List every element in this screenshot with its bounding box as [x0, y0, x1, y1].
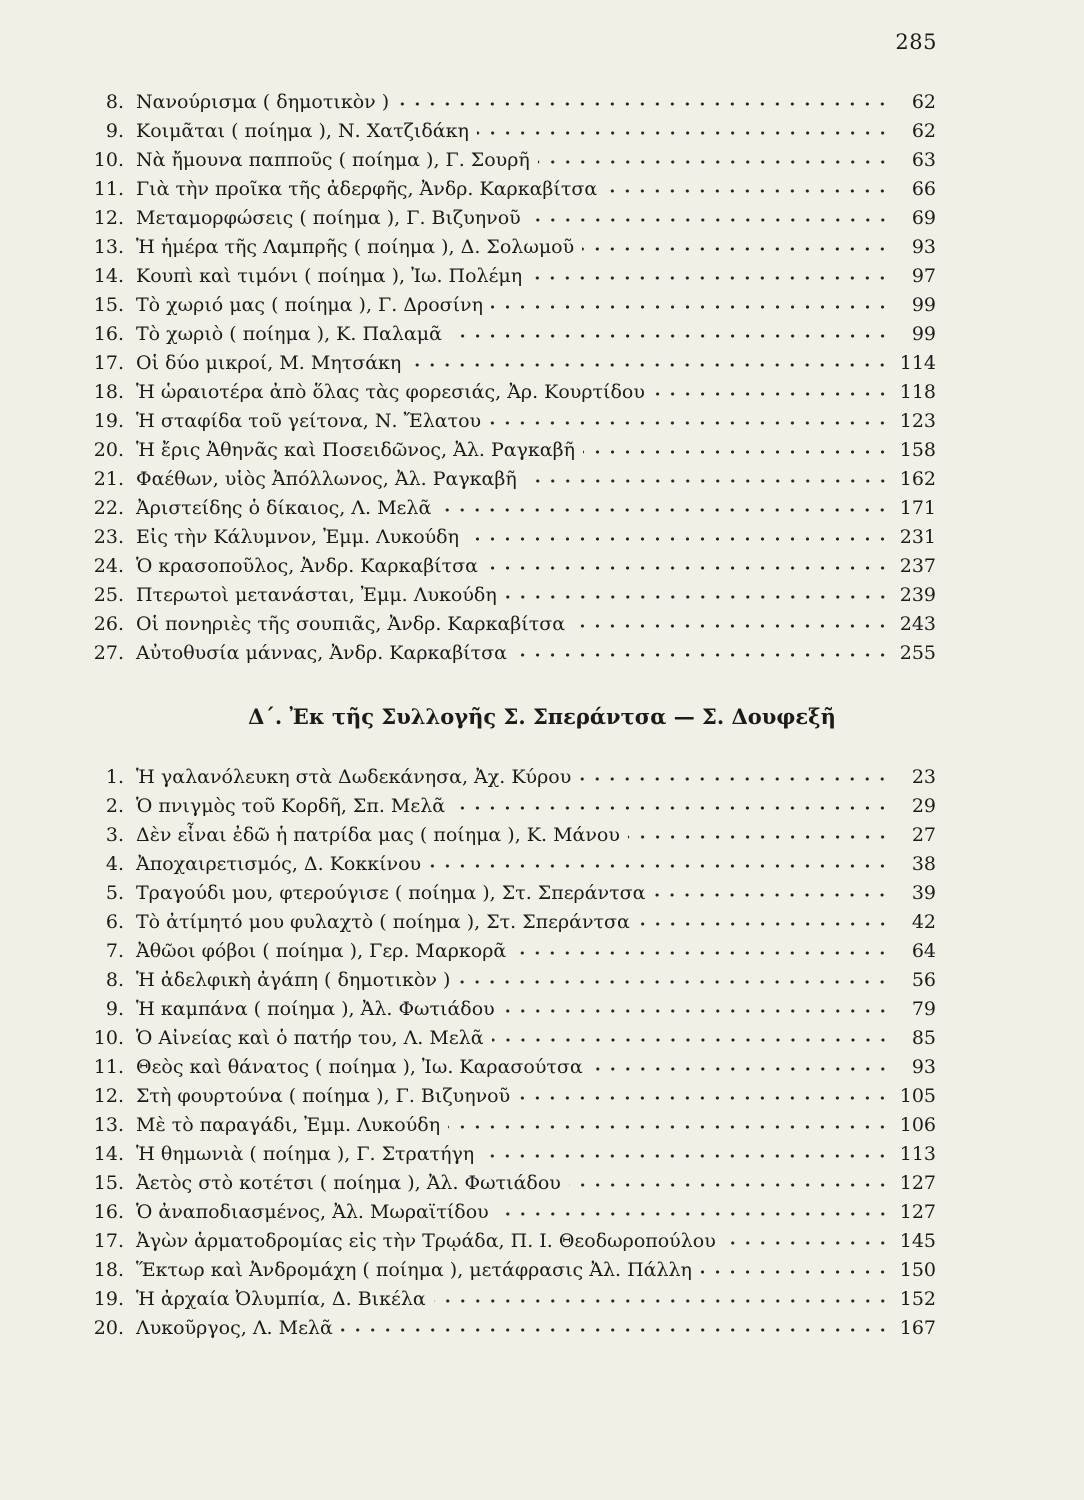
dot-leader [448, 1112, 894, 1134]
dot-leader [529, 205, 894, 227]
contents-entry [84, 579, 936, 608]
entry-page-number: 114 [899, 352, 936, 374]
contents-entry [84, 376, 936, 405]
contents-entry [84, 1109, 936, 1138]
dot-leader [582, 234, 894, 256]
contents-entry [84, 521, 936, 550]
entry-number: 12. [93, 1085, 124, 1107]
entry-page-number: 66 [911, 178, 936, 200]
contents-entry [84, 848, 936, 877]
entry-page-number: 93 [911, 236, 936, 258]
entry-title: Κουπὶ καὶ τιμόνι ( ποίημα ), Ἰω. Πολέμη [136, 265, 523, 287]
dot-leader [724, 1228, 894, 1250]
entry-page-number: 97 [911, 265, 936, 287]
dot-leader [518, 1083, 894, 1105]
entry-number: 7. [105, 940, 124, 962]
contents-entry [84, 86, 936, 115]
entry-number: 13. [93, 236, 124, 258]
contents-list-2 [84, 761, 936, 1341]
dot-leader [653, 379, 894, 401]
entry-title: Τὸ ἀτίμητό μου φυλαχτὸ ( ποίημα ), Στ. Σπεράντσα [136, 911, 630, 933]
entry-number: 6. [105, 911, 124, 933]
entry-title: Ὁ Αἰνείας καὶ ὁ πατήρ του, Λ. Μελᾶ [136, 1027, 484, 1049]
contents-entry [84, 761, 936, 790]
entry-page-number: 237 [899, 555, 936, 577]
contents-entry [84, 289, 936, 318]
entry-number: 11. [93, 178, 124, 200]
entry-number: 21. [93, 468, 124, 490]
dot-leader [525, 466, 894, 488]
contents-entry [84, 173, 936, 202]
entry-number: 5. [105, 882, 124, 904]
entry-number: 20. [93, 439, 124, 461]
entry-title: Τραγούδι μου, φτερούγισε ( ποίημα ), Στ. Σπεράντσα [136, 882, 646, 904]
entry-number: 25. [93, 584, 124, 606]
entry-number: 16. [93, 1201, 124, 1223]
entry-title: Νὰ ἤμουνα παπποῦς ( ποίημα ), Γ. Σουρῆ [136, 149, 530, 171]
entry-number: 24. [93, 555, 124, 577]
entry-number: 27. [93, 642, 124, 664]
entry-page-number: 39 [911, 882, 936, 904]
dot-leader [482, 1141, 894, 1163]
dot-leader [453, 793, 894, 815]
dot-leader [497, 1199, 894, 1221]
dot-leader [515, 640, 894, 662]
entry-number: 26. [93, 613, 124, 635]
entry-title: Μεταμορφώσεις ( ποίημα ), Γ. Βιζυηνοῦ [136, 207, 521, 229]
dot-leader [450, 321, 894, 343]
dot-leader [538, 147, 894, 169]
dot-leader [579, 764, 894, 786]
entry-title: Ἕκτωρ καὶ Ἀνδρομάχη ( ποίημα ), μετάφρασις Ἀλ. Πάλλη [136, 1259, 692, 1281]
entry-title: Φαέθων, υἱὸς Ἀπόλλωνος, Ἀλ. Ραγκαβῆ [136, 468, 517, 490]
dot-leader [505, 582, 894, 604]
entry-number: 4. [105, 853, 124, 875]
entry-page-number: 29 [911, 795, 936, 817]
dot-leader [653, 880, 894, 902]
contents-entry [84, 1312, 936, 1341]
contents-entry [84, 1283, 936, 1312]
entry-number: 13. [93, 1114, 124, 1136]
entry-page-number: 99 [911, 323, 936, 345]
entry-title: Ἡ ἀρχαία Ὀλυμπία, Δ. Βικέλα [136, 1288, 426, 1310]
contents-entry [84, 115, 936, 144]
entry-title: Ἡ ἀδελφικὴ ἀγάπη ( δημοτικὸν ) [136, 969, 451, 991]
entry-number: 9. [105, 120, 124, 142]
entry-title: Γιὰ τὴν προῖκα τῆς ἀδερφῆς, Ἀνδρ. Καρκαβίτσα [136, 178, 598, 200]
entry-title: Οἱ πονηριὲς τῆς σουπιᾶς, Ἀνδρ. Καρκαβίτσα [136, 613, 566, 635]
entry-page-number: 123 [899, 410, 936, 432]
contents-entry [84, 1138, 936, 1167]
dot-leader [700, 1257, 894, 1279]
dot-leader [638, 909, 894, 931]
entry-title: Ἀετὸς στὸ κοτέτσι ( ποίημα ), Ἀλ. Φωτιάδου [136, 1172, 561, 1194]
entry-title: Κοιμᾶται ( ποίημα ), Ν. Χατζιδάκη [136, 120, 469, 142]
entry-number: 20. [93, 1317, 124, 1339]
entry-page-number: 105 [899, 1085, 936, 1107]
section-heading: Δ΄. Ἐκ τῆς Συλλογῆς Σ. Σπεράντσα — Σ. Δουφεξῆ [248, 704, 836, 729]
entry-number: 8. [105, 91, 124, 113]
dot-leader [491, 292, 894, 314]
entry-page-number: 106 [899, 1114, 936, 1136]
entry-title: Ὁ ἀναποδιασμένος, Ἀλ. Μωραϊτίδου [136, 1201, 489, 1223]
contents-entry [84, 608, 936, 637]
dot-leader [591, 1054, 894, 1076]
entry-title: Ὁ κρασοποῦλος, Ἀνδρ. Καρκαβίτσα [136, 555, 478, 577]
entry-title: Δὲν εἶναι ἐδῶ ἡ πατρίδα μας ( ποίημα ), Κ. Μάνου [136, 824, 620, 846]
dot-leader [467, 524, 894, 546]
entry-page-number: 127 [899, 1201, 936, 1223]
entry-title: Ἡ ὡραιοτέρα ἀπὸ ὅλας τὰς φορεσιάς, Ἀρ. Κουρτίδου [136, 381, 645, 403]
entry-page-number: 162 [899, 468, 936, 490]
dot-leader [429, 851, 894, 873]
contents-entry [84, 1051, 936, 1080]
entry-number: 23. [93, 526, 124, 548]
entry-title: Αὐτοθυσία μάννας, Ἀνδρ. Καρκαβίτσα [136, 642, 507, 664]
entry-title: Λυκοῦργος, Λ. Μελᾶ [136, 1317, 333, 1339]
entry-number: 14. [93, 1143, 124, 1165]
contents-entry [84, 637, 936, 666]
entry-page-number: 118 [899, 381, 936, 403]
entry-page-number: 150 [899, 1259, 936, 1281]
entry-number: 16. [93, 323, 124, 345]
contents-entry [84, 1080, 936, 1109]
entry-number: 17. [93, 1230, 124, 1252]
entry-number: 22. [93, 497, 124, 519]
entry-title: Εἰς τὴν Κάλυμνον, Ἐμμ. Λυκούδη [136, 526, 460, 548]
entry-page-number: 93 [911, 1056, 936, 1078]
entry-page-number: 231 [899, 526, 936, 548]
contents-entry [84, 1022, 936, 1051]
entry-page-number: 38 [911, 853, 936, 875]
dot-leader [605, 176, 894, 198]
contents-entry [84, 964, 936, 993]
contents-entry [84, 260, 936, 289]
entry-number: 8. [105, 969, 124, 991]
entry-number: 19. [93, 1288, 124, 1310]
contents-entry [84, 877, 936, 906]
entry-page-number: 79 [911, 998, 936, 1020]
entry-title: Ἀριστείδης ὁ δίκαιος, Λ. Μελᾶ [136, 497, 432, 519]
dot-leader [503, 996, 894, 1018]
contents-list-1 [84, 86, 936, 666]
dot-leader [514, 938, 894, 960]
entry-page-number: 255 [899, 642, 936, 664]
entry-number: 3. [105, 824, 124, 846]
entry-page-number: 23 [911, 766, 936, 788]
entry-page-number: 152 [899, 1288, 936, 1310]
entry-page-number: 127 [899, 1172, 936, 1194]
dot-leader [397, 89, 894, 111]
entry-page-number: 56 [911, 969, 936, 991]
contents-entry [84, 1167, 936, 1196]
entry-number: 17. [93, 352, 124, 374]
contents-entry [84, 550, 936, 579]
dot-leader [341, 1315, 894, 1337]
contents-entry [84, 434, 936, 463]
entry-title: Πτερωτοὶ μετανάσται, Ἐμμ. Λυκούδη [136, 584, 497, 606]
dot-leader [477, 118, 894, 140]
entry-title: Ἀγὼν ἁρματοδρομίας εἰς τὴν Τρῳάδα, Π. Ι. Θεοδωροπούλου [136, 1230, 716, 1252]
dot-leader [492, 1025, 894, 1047]
entry-number: 14. [93, 265, 124, 287]
entry-page-number: 171 [899, 497, 936, 519]
entry-page-number: 167 [899, 1317, 936, 1339]
dot-leader [458, 967, 894, 989]
dot-leader [573, 611, 894, 633]
contents-entry [84, 819, 936, 848]
dot-leader [530, 263, 894, 285]
entry-number: 1. [105, 766, 124, 788]
entry-title: Στὴ φουρτούνα ( ποίημα ), Γ. Βιζυηνοῦ [136, 1085, 511, 1107]
contents-entry [84, 202, 936, 231]
contents-entry [84, 144, 936, 173]
entry-page-number: 63 [911, 149, 936, 171]
entry-page-number: 239 [899, 584, 936, 606]
entry-title: Ὁ πνιγμὸς τοῦ Κορδῆ, Σπ. Μελᾶ [136, 795, 446, 817]
entry-page-number: 99 [911, 294, 936, 316]
entry-title: Ἡ θημωνιὰ ( ποίημα ), Γ. Στρατήγη [136, 1143, 475, 1165]
entry-page-number: 85 [911, 1027, 936, 1049]
entry-page-number: 243 [899, 613, 936, 635]
entry-number: 12. [93, 207, 124, 229]
entry-number: 11. [93, 1056, 124, 1078]
contents-entry [84, 1196, 936, 1225]
entry-page-number: 27 [911, 824, 936, 846]
dot-leader [569, 1170, 894, 1192]
entry-page-number: 145 [899, 1230, 936, 1252]
entry-title: Μὲ τὸ παραγάδι, Ἐμμ. Λυκούδη [136, 1114, 441, 1136]
entry-page-number: 62 [911, 91, 936, 113]
entry-number: 18. [93, 1259, 124, 1281]
entry-number: 9. [105, 998, 124, 1020]
contents-entry [84, 347, 936, 376]
entry-title: Ἡ ἡμέρα τῆς Λαμπρῆς ( ποίημα ), Δ. Σολωμοῦ [136, 236, 575, 258]
entry-number: 18. [93, 381, 124, 403]
entry-title: Τὸ χωριὸ ( ποίημα ), Κ. Παλαμᾶ [136, 323, 442, 345]
entry-title: Ἀθῶοι φόβοι ( ποίημα ), Γερ. Μαρκορᾶ [136, 940, 507, 962]
contents-entry [84, 463, 936, 492]
entry-page-number: 42 [911, 911, 936, 933]
entry-number: 10. [93, 1027, 124, 1049]
dot-leader [439, 495, 894, 517]
contents-entry [84, 231, 936, 260]
contents-entry [84, 906, 936, 935]
contents-entry [84, 405, 936, 434]
entry-title: Ἀποχαιρετισμός, Δ. Κοκκίνου [136, 853, 422, 875]
contents-entry [84, 993, 936, 1022]
page-number: 285 [895, 30, 937, 54]
dot-leader [628, 822, 894, 844]
entry-number: 2. [105, 795, 124, 817]
entry-title: Ἡ καμπάνα ( ποίημα ), Ἀλ. Φωτιάδου [136, 998, 495, 1020]
contents-entry [84, 790, 936, 819]
entry-title: Ἡ ἔρις Ἀθηνᾶς καὶ Ποσειδῶνος, Ἀλ. Ραγκαβῆ [136, 439, 575, 461]
entry-number: 10. [93, 149, 124, 171]
entry-title: Ἡ σταφίδα τοῦ γείτονα, Ν. Ἔλατου [136, 410, 482, 432]
entry-page-number: 158 [899, 439, 936, 461]
entry-title: Θεὸς καὶ θάνατος ( ποίημα ), Ἰω. Καρασούτσα [136, 1056, 583, 1078]
entry-title: Νανούρισμα ( δημοτικὸν ) [136, 91, 390, 113]
contents-entry [84, 492, 936, 521]
dot-leader [409, 350, 894, 372]
entry-number: 19. [93, 410, 124, 432]
entry-number: 15. [93, 294, 124, 316]
dot-leader [434, 1286, 894, 1308]
entry-title: Τὸ χωριό μας ( ποίημα ), Γ. Δροσίνη [136, 294, 483, 316]
dot-leader [583, 437, 894, 459]
entry-page-number: 64 [911, 940, 936, 962]
entry-page-number: 113 [899, 1143, 936, 1165]
entry-page-number: 62 [911, 120, 936, 142]
contents-entry [84, 1254, 936, 1283]
entry-page-number: 69 [911, 207, 936, 229]
entry-title: Ἡ γαλανόλευκη στὰ Δωδεκάνησα, Ἀχ. Κύρου [136, 766, 572, 788]
contents-entry [84, 935, 936, 964]
entry-title: Οἱ δύο μικροί, Μ. Μητσάκη [136, 352, 402, 374]
dot-leader [489, 408, 894, 430]
entry-number: 15. [93, 1172, 124, 1194]
dot-leader [486, 553, 894, 575]
contents-entry [84, 1225, 936, 1254]
contents-entry [84, 318, 936, 347]
